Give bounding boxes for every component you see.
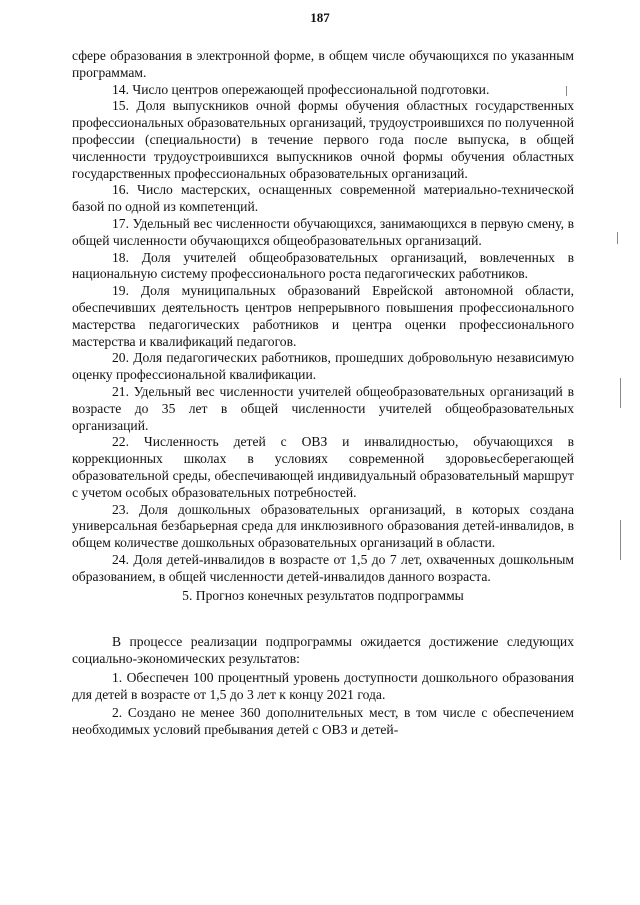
list-item-23: 23. Доля дошкольных образовательных организаций, в которых создана универсальная безбарьерная среда для инклюзивного образования детей-инвалидов, в общем количестве дошкольных образовательных организаций в области. <box>72 501 574 551</box>
scan-artifact-line <box>620 378 621 408</box>
document-body <box>72 48 574 739</box>
list-item-18: 18. Доля учителей общеобразовательных организаций, вовлеченных в национальную систему профессионального роста педагогических работников. <box>72 249 574 282</box>
intro-paragraph: сфере образования в электронной форме, в общем числе обучающихся по указанным программам. <box>72 48 574 80</box>
list-item-21: 21. Удельный вес численности учителей общеобразовательных организаций в возрасте до 35 лет в общей численности учителей общеобразовательных организаций. <box>72 383 574 433</box>
list-item-17: 17. Удельный вес численности обучающихся, занимающихся в первую смену, в общей численности обучающихся общеобразовательных организаций. <box>72 215 574 248</box>
list-item-20: 20. Доля педагогических работников, прошедших добровольную независимую оценку профессиональной квалификации. <box>72 350 574 383</box>
list-item-16: 16. Число мастерских, оснащенных современной материально-технической базой по одной из компетенций. <box>72 182 574 215</box>
section-intro-paragraph: В процессе реализации подпрограммы ожидается достижение следующих социально-экономических результатов: <box>72 634 574 667</box>
scan-artifact-line <box>566 86 567 96</box>
list-item-22: 22. Численность детей с ОВЗ и инвалидностью, обучающихся в коррекционных школах в условиях современной здоровьесберегающей образовательной среды, обеспечивающей индивидуальный образовательный маршрут с учетом особых образовательных потребностей. <box>72 434 574 500</box>
scan-artifact-line <box>620 520 621 560</box>
list-item-15: 15. Доля выпускников очной формы обучения областных государственных профессиональных образовательных организаций, трудоустроившихся по полученной профессии (специальности) в течение первого года после выпуска, в общей численности трудоустроившихся выпускников очной формы обучения областных государственных профессиональных образовательных организаций. <box>72 98 574 181</box>
list-item-14: 14. Число центров опережающей профессиональной подготовки. <box>112 81 490 97</box>
result-item-2: 2. Создано не менее 360 дополнительных мест, в том числе с обеспечением необходимых условий пребывания детей с ОВЗ и детей- <box>72 705 574 738</box>
list-item-24: 24. Доля детей-инвалидов в возрасте от 1,5 до 7 лет, охваченных дошкольным образованием, в общей численности детей-инвалидов данного возраста. <box>72 551 574 584</box>
scan-artifact-line <box>617 232 618 244</box>
section-heading: 5. Прогноз конечных результатов подпрограммы <box>182 587 464 603</box>
list-item-19: 19. Доля муниципальных образований Еврейской автономной области, обеспечивших деятельность центров непрерывного повышения профессионального мастерства педагогических работников и центра оценки профессионального мастерства и квалификаций педагогов. <box>72 283 574 349</box>
section-spacer <box>72 604 574 634</box>
result-item-1: 1. Обеспечен 100 процентный уровень доступности дошкольного образования для детей в возрасте от 1,5 до 3 лет к концу 2021 года. <box>72 669 574 702</box>
page-number: 187 <box>310 10 330 25</box>
